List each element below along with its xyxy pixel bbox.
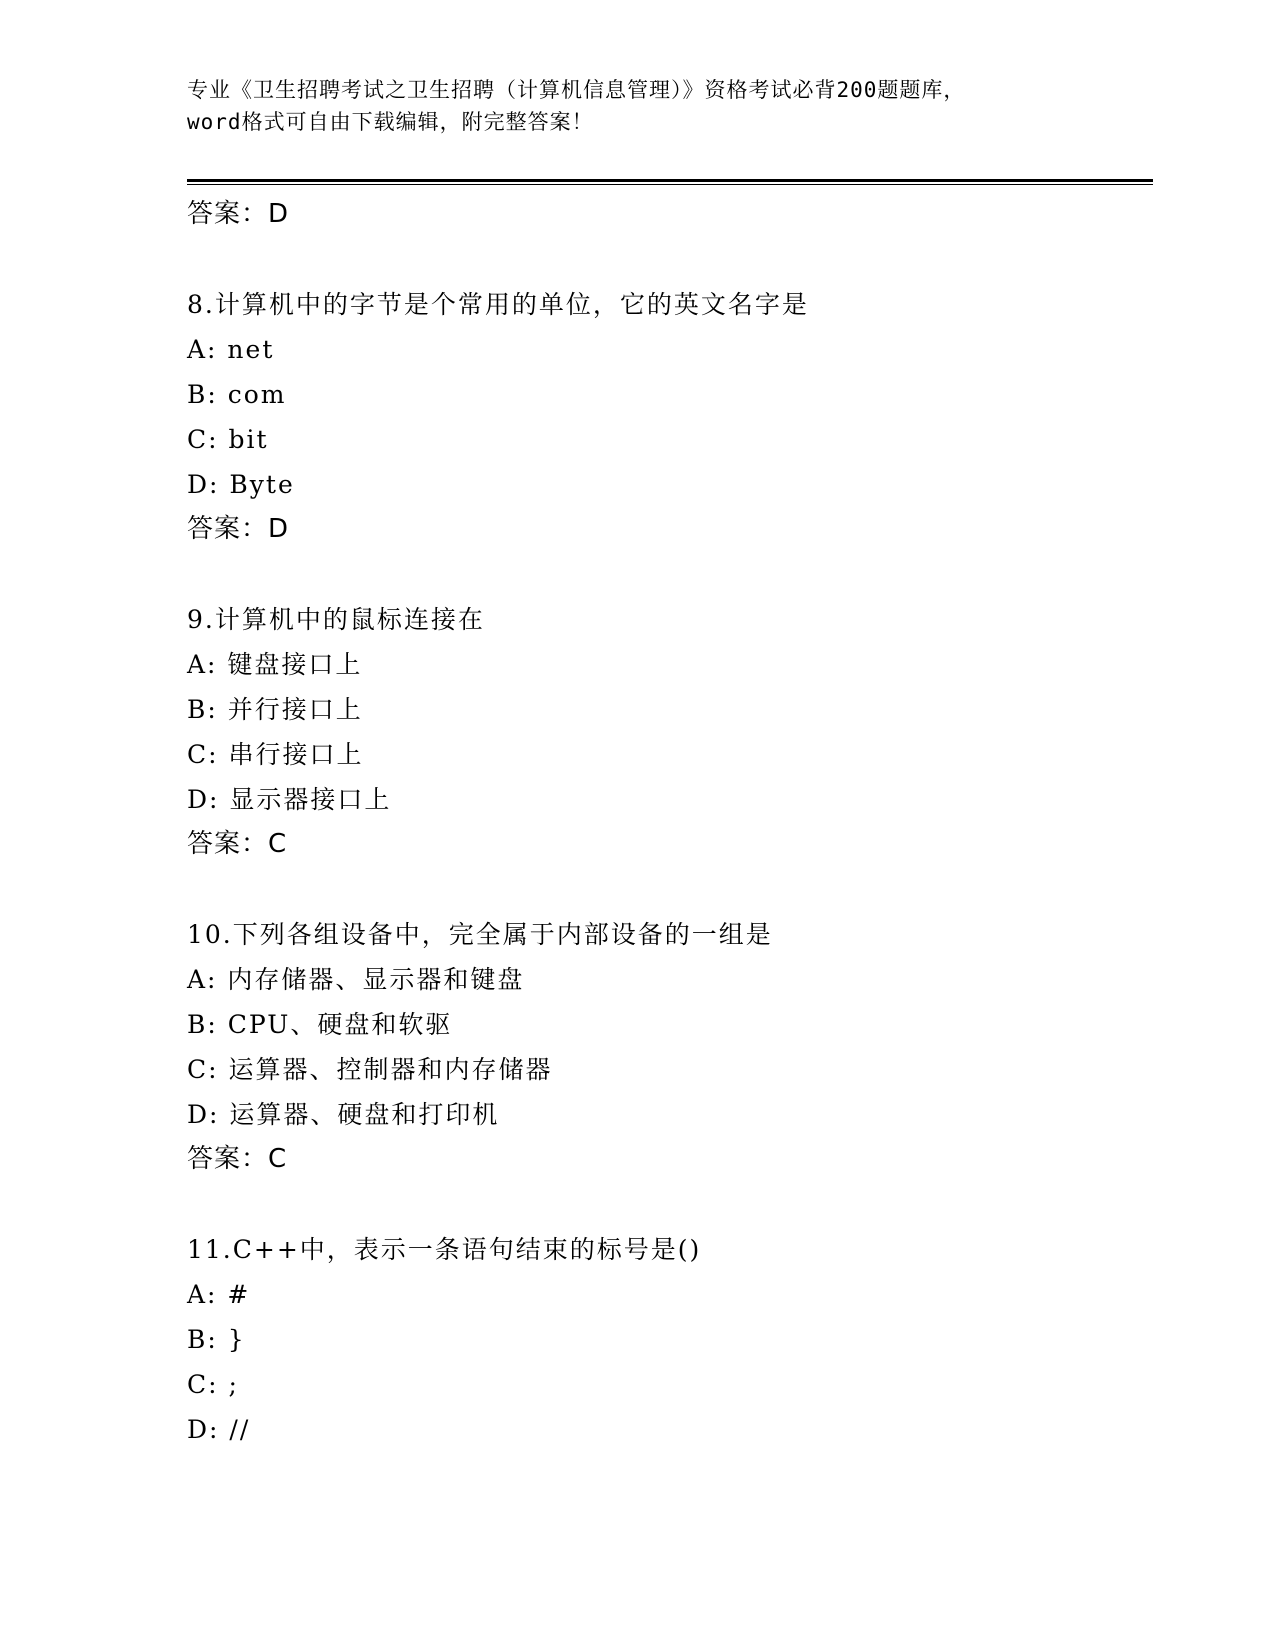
option-a: A: net: [187, 335, 275, 364]
option-a: A: #: [187, 1280, 251, 1309]
question-8: [187, 282, 1147, 552]
spacer: [187, 552, 1147, 597]
question-stem: 9.计算机中的鼠标连接在: [187, 605, 485, 634]
option-d: D: 显示器接口上: [187, 785, 392, 814]
option-b: B: com: [187, 380, 287, 409]
spacer: [187, 237, 1147, 282]
answer-previous: 答案：D: [187, 199, 290, 229]
spacer: [187, 867, 1147, 912]
document-header: [187, 74, 1087, 138]
question-11: [187, 1227, 1147, 1452]
option-b: B: }: [187, 1325, 246, 1354]
option-a: A: 内存储器、显示器和键盘: [187, 965, 525, 994]
option-b: B: 并行接口上: [187, 695, 363, 724]
option-a: A: 键盘接口上: [187, 650, 363, 679]
option-c: C: bit: [187, 425, 269, 454]
option-c: C: 串行接口上: [187, 740, 364, 769]
option-b: B: CPU、硬盘和软驱: [187, 1010, 453, 1039]
header-rule-thin: [187, 184, 1153, 185]
question-10: [187, 912, 1147, 1182]
question-stem: 8.计算机中的字节是个常用的单位，它的英文名字是: [187, 290, 809, 319]
option-d: D: 运算器、硬盘和打印机: [187, 1100, 500, 1129]
question-stem: 11.C++中，表示一条语句结束的标号是(): [187, 1235, 702, 1264]
header-rule-thick: [187, 179, 1153, 182]
option-d: D: //: [187, 1415, 251, 1444]
spacer: [187, 1182, 1147, 1227]
header-line-2: word格式可自由下载编辑，附完整答案！: [187, 110, 594, 134]
option-c: C: 运算器、控制器和内存储器: [187, 1055, 553, 1084]
option-d: D: Byte: [187, 470, 295, 499]
answer: 答案：C: [187, 1144, 288, 1174]
header-line-1: 专业《卫生招聘考试之卫生招聘（计算机信息管理）》资格考试必背200题题库，: [187, 78, 966, 102]
answer: 答案：C: [187, 829, 288, 859]
option-c: C: ;: [187, 1370, 239, 1399]
question-stem: 10.下列各组设备中，完全属于内部设备的一组是: [187, 920, 773, 949]
answer: 答案：D: [187, 514, 290, 544]
question-9: [187, 597, 1147, 867]
question-list: [187, 192, 1147, 1452]
